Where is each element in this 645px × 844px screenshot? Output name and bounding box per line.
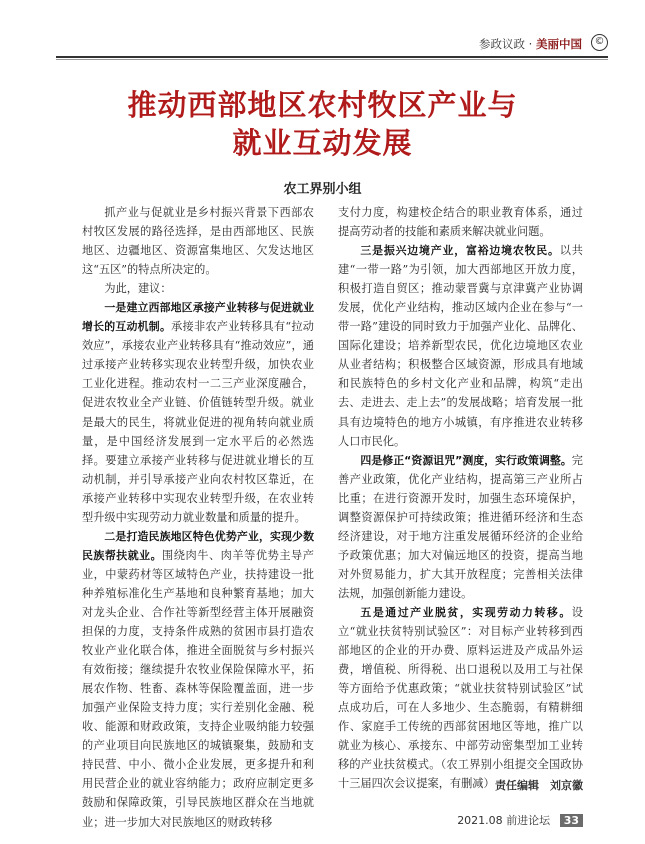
proposal-1 bbox=[82, 298, 314, 527]
proposal-2 bbox=[82, 527, 314, 832]
proposal-4 bbox=[338, 451, 583, 603]
header-divider bbox=[56, 56, 608, 58]
proposal-3-body: 以共建“一带一路”为引领，加大西部地区开放力度，积极打造自贸区；推动蒙晋冀与京津冀产业协调发展，优化产业结构，推动区域内企业在参与“一带一路”建设的同时致力于加强产业化、品牌化、国际化建设；培养新型农民，优化边境地区农业从业者结构；积极整合区域资源，形成具有地域和民族特色的乡村文化产业和品牌，构筑“走出去、走进去、走上去”的发展战略；培育发展一批具有边境特色的地方小城镇，有序推进农业转移人口市民化。 bbox=[338, 244, 583, 448]
issue-number: 2021.08 bbox=[457, 814, 503, 827]
proposal-2-lead: 二是打造民族地区特色优势产业，实现少数民族帮扶就业。 bbox=[82, 529, 314, 562]
proposal-intro: 为此，建议： bbox=[104, 282, 172, 296]
proposal-4-lead: 四是修正“资源诅咒”测度，实行政策调整。 bbox=[360, 453, 572, 467]
proposal-3-lead: 三是振兴边境产业，富裕边境农牧民。 bbox=[360, 244, 560, 258]
article-title bbox=[60, 86, 585, 162]
header-divider-thin bbox=[56, 59, 608, 60]
proposal-5-body: 设立“就业扶贫特别试验区”：对目标产业转移到西部地区的企业的开办费、原料运进及产成品外运费，增值税、所得税、出口退税以及用工与社保等方面给予优惠政策；“就业扶贫特别试验区”试点成功后，可在人多地少、生态脆弱，有精耕细作、家庭手工传统的西部贫困地区等地，推广以就业为核心、承接东、中部劳动密集型加工业转移的产业扶贫模式。（农工界别小组提交全国政协十三届四次会议提案，有删减） bbox=[338, 605, 583, 791]
title-line-2: 就业互动发展 bbox=[232, 126, 413, 160]
proposal-5 bbox=[338, 603, 583, 793]
page-header bbox=[56, 34, 608, 56]
intro-paragraph: 抓产业与促就业是乡村振兴背景下西部农村牧区发展的路径选择，是由西部地区、民族地区、边疆地区、资源富集地区、欠发达地区这“五区”的特点所决定的。 bbox=[82, 206, 314, 277]
proposal-3 bbox=[338, 241, 583, 451]
section-label bbox=[479, 36, 582, 52]
text-column-left bbox=[82, 203, 314, 832]
article-author: 农工界别小组 bbox=[283, 182, 362, 197]
editor-credit: 责任编辑 刘京徽 bbox=[495, 779, 583, 792]
text-column-right bbox=[338, 203, 583, 793]
title-line-1: 推动西部地区农村牧区产业与 bbox=[127, 88, 518, 122]
proposal-4-body: 完善产业政策，优化产业结构，提高第三产业所占比重；在进行资源开发时，加强生态环境保护，调整资源保护可持续政策；推进循环经济和生态经济建设，对于地方注重发展循环经济的企业给予政策优惠；加大对偏远地区的投资，提高当地对外贸易能力，扩大其开放程度；完善相关法律法规，加强创新能力建设。 bbox=[338, 453, 583, 600]
proposal-5-lead: 五是通过产业脱贫，实现劳动力转移。 bbox=[360, 605, 572, 619]
proposal-1-body: 承接非农产业转移具有“拉动效应”，承接农业产业转移具有“推动效应”，通过承接产业转移实现农业转型升级，加快农业工业化进程。推动农村一二三产业深度融合，促进农牧业全产业链、价值链转型升级。就业是最大的民生，将就业促进的视角转向就业质量，是中国经济发展到一定水平后的必然选择。要建立承接产业转移与促进就业增长的互动机制，并引导承接产业向农村牧区靠近，在承接产业转移中实现农业转型升级，在农业转型升级中实现劳动力就业数量和质量的提升。 bbox=[82, 320, 314, 524]
proposal-2-body: 围绕肉牛、肉羊等优势主导产业，中蒙药材等区域特色产业，扶持建设一批种养殖标准化生产基地和良种繁育基地；加大对龙头企业、合作社等新型经营主体开展融资担保的力度，支持条件成熟的贫困市县打造农牧业产业化联合体，推进全面脱贫与乡村振兴有效衔接；继续提升农牧业保险保障水平，拓展农作物、牲畜、森林等保险覆盖面，进一步加强产业保险支持力度；实行差别化金融、税收、能源和财政政策，支持企业吸纳能力较强的产业项目向民族地区的城镇聚集，鼓励和支持民营、中小、微小企业发展，更多提升和利用民营企业的就业容纳能力；政府应制定更多鼓励和保障政策，引导民族地区群众在当地就业；进一步加大对民族地区的财政转移 bbox=[82, 548, 314, 829]
column-name: 参政议政 · bbox=[479, 37, 536, 51]
page-number: 33 bbox=[560, 814, 583, 827]
section-name: 美丽中国 bbox=[536, 37, 582, 51]
proposal-2-continued: 支付力度，构建校企结合的职业教育体系，通过提高劳动者的技能和素质来解决就业问题。 bbox=[338, 206, 583, 239]
proposal-1-lead: 一是建立西部地区承接产业转移与促进就业增长的互动机制。 bbox=[82, 301, 314, 334]
page-footer bbox=[457, 812, 583, 828]
journal-name: 前进论坛 bbox=[506, 814, 551, 827]
copyright-icon: © bbox=[591, 34, 608, 51]
